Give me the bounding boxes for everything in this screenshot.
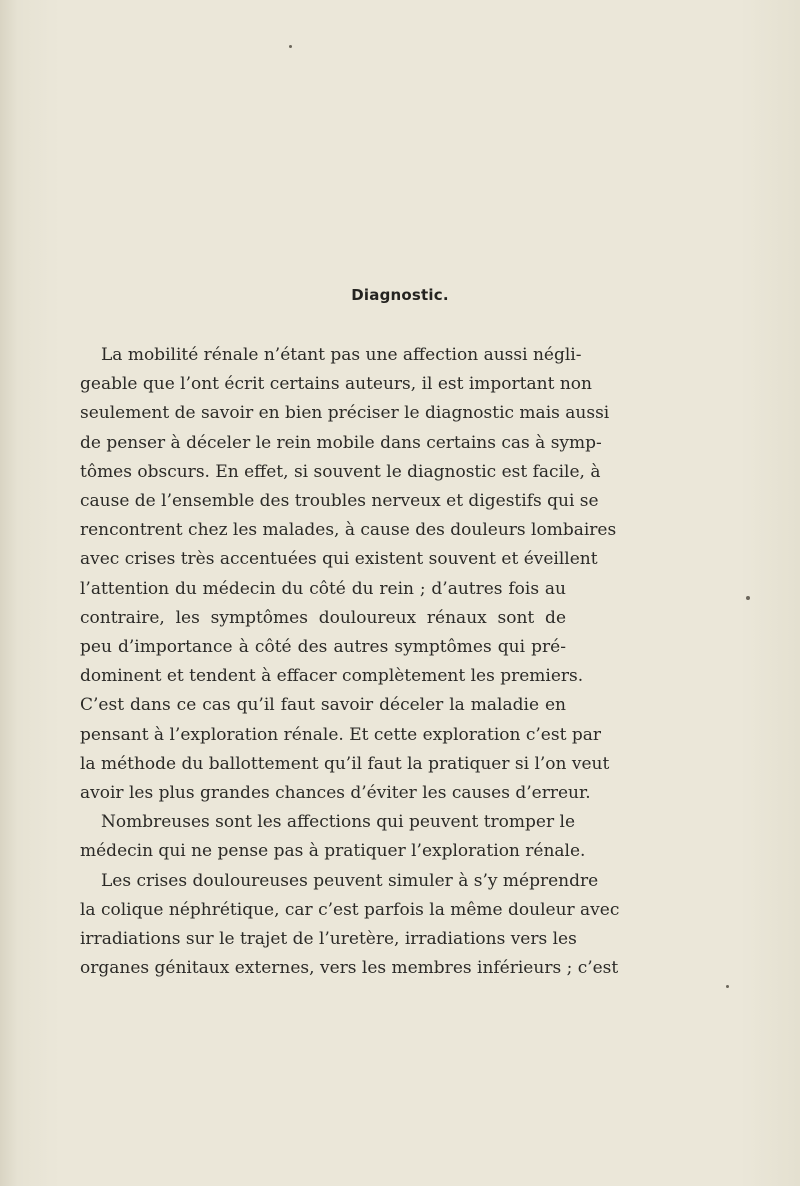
text-line: cause de l’ensemble des troubles nerveux et digestifs qui se — [80, 491, 599, 512]
text-line: pensant à l’exploration rénale. Et cette exploration c’est par — [80, 724, 601, 745]
section-heading: Diagnostic. — [351, 286, 449, 304]
paragraph — [80, 867, 620, 984]
text-line: seulement de savoir en bien préciser le diagnostic mais aussi — [80, 403, 610, 424]
text-line: contraire, les symptômes douloureux rénaux sont de — [80, 607, 566, 628]
paper-speck — [726, 985, 729, 988]
text-line: l’attention du médecin du côté du rein ; d’autres fois au — [80, 578, 566, 599]
paragraph — [80, 341, 617, 808]
text-line: peu d’importance à côté des autres symptômes qui pré- — [80, 637, 566, 658]
text-line: tômes obscurs. En effet, si souvent le diagnostic est facile, à — [80, 461, 601, 482]
text-line: avoir les plus grandes chances d’éviter les causes d’erreur. — [80, 783, 591, 804]
text-line: la méthode du ballottement qu’il faut la pratiquer si l’on veut — [80, 753, 610, 774]
text-line: geable que l’ont écrit certains auteurs, il est important non — [80, 374, 592, 395]
body-text — [80, 341, 620, 983]
text-line: médecin qui ne pense pas à pratiquer l’exploration rénale. — [80, 841, 586, 862]
paragraph — [80, 808, 586, 866]
text-line: irradiations sur le trajet de l’uretère, irradiations vers les — [80, 929, 577, 950]
text-line: avec crises très accentuées qui existent souvent et éveillent — [80, 549, 598, 570]
text-line: dominent et tendent à effacer complètement les premiers. — [80, 666, 584, 687]
text-line: La mobilité rénale n’étant pas une affection aussi négli- — [101, 345, 582, 365]
text-line: Les crises douloureuses peuvent simuler à s’y méprendre — [101, 870, 599, 891]
text-line: organes génitaux externes, vers les membres inférieurs ; c’est — [80, 958, 619, 979]
text-line: de penser à déceler le rein mobile dans certains cas à symp- — [80, 432, 602, 453]
text-line: rencontrent chez les malades, à cause des douleurs lombaires — [80, 520, 617, 541]
text-line: la colique néphrétique, car c’est parfois la même douleur avec — [80, 899, 620, 920]
text-line: Nombreuses sont les affections qui peuvent tromper le — [101, 812, 575, 833]
text-line: C’est dans ce cas qu’il faut savoir déceler la maladie en — [80, 695, 566, 716]
paper-speck — [289, 45, 292, 48]
paper-speck — [746, 596, 750, 600]
